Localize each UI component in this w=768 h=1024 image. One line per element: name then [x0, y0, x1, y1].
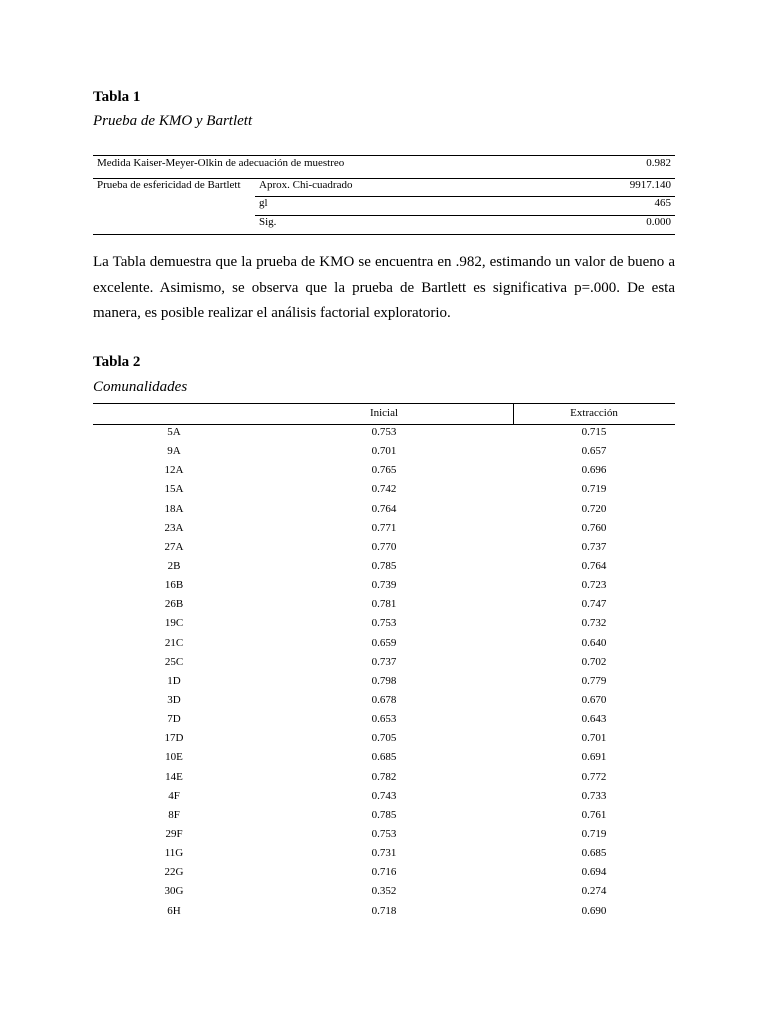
row-extraccion: 0.747: [581, 598, 607, 611]
body-paragraph: La Tabla demuestra que la prueba de KMO se encuentra en .982, estimando un valor de bueno a excelente. Asimismo, se observa que la prueba de Bartlett es significativa p=.000. De esta manera, es posible realizar el análisis factorial exploratorio.: [93, 254, 675, 321]
row-item: 14E: [165, 770, 183, 783]
row-item: 17D: [164, 732, 184, 745]
table-row: [93, 769, 675, 788]
table-row: [93, 539, 675, 558]
row-inicial: 0.705: [371, 732, 397, 745]
table-row: [93, 443, 675, 462]
table-row: [93, 730, 675, 749]
row-extraccion: 0.732: [581, 617, 607, 630]
row-item: 15A: [164, 483, 184, 496]
row-item: 7D: [167, 713, 181, 726]
row-inicial: 0.737: [371, 655, 397, 668]
row-item: 4F: [168, 789, 180, 802]
row-item: 16B: [164, 579, 184, 592]
table-row: [93, 654, 675, 673]
row-item: 21C: [164, 636, 184, 649]
row-item: 8F: [168, 808, 180, 821]
row-item: 2B: [167, 559, 181, 572]
row-extraccion: 0.702: [581, 655, 607, 668]
row-extraccion: 0.779: [581, 674, 607, 687]
row-item: 1D: [167, 674, 181, 687]
row-item: 10E: [165, 751, 183, 764]
row-extraccion: 0.764: [581, 559, 607, 572]
table-row: [93, 673, 675, 692]
row-item: 19C: [164, 617, 184, 630]
row-item: 23A: [164, 521, 184, 534]
table-row: [93, 424, 675, 443]
bartlett-row-label: Aprox. Chi-cuadrado: [259, 179, 353, 191]
row-extraccion: 0.694: [581, 866, 607, 879]
row-extraccion: 0.670: [581, 693, 607, 706]
table-rule: [255, 215, 675, 216]
header-extraccion: Extracción: [570, 407, 618, 419]
row-item: 25C: [164, 655, 184, 668]
row-inicial: 0.678: [371, 693, 397, 706]
row-extraccion: 0.691: [581, 751, 607, 764]
row-extraccion: 0.761: [581, 808, 607, 821]
table1-number: Tabla 1: [93, 89, 141, 105]
bartlett-row-value: 0.000: [646, 216, 671, 228]
row-inicial: 0.731: [371, 847, 397, 860]
row-extraccion: 0.772: [581, 770, 607, 783]
row-item: 27A: [164, 540, 184, 553]
row-item: 11G: [164, 847, 184, 860]
bartlett-row-value: 9917.140: [629, 179, 671, 191]
row-extraccion: 0.723: [581, 579, 607, 592]
table2-number: Tabla 2: [93, 354, 141, 370]
row-extraccion: 0.640: [581, 636, 607, 649]
row-item: 9A: [167, 445, 181, 458]
row-item: 26B: [164, 598, 184, 611]
row-inicial: 0.653: [371, 713, 397, 726]
row-item: 30G: [164, 885, 184, 898]
row-extraccion: 0.690: [581, 904, 607, 917]
table-header: [93, 403, 675, 425]
table-rule: [93, 234, 675, 235]
row-extraccion: 0.643: [581, 713, 607, 726]
table-body: [93, 424, 675, 922]
table-row: [93, 520, 675, 539]
row-extraccion: 0.737: [581, 540, 607, 553]
table-row: [93, 826, 675, 845]
row-extraccion: 0.274: [581, 885, 607, 898]
row-item: 5A: [167, 426, 181, 438]
table-row: [93, 481, 675, 500]
row-inicial: 0.753: [371, 827, 397, 840]
table-row: [93, 635, 675, 654]
row-inicial: 0.685: [371, 751, 397, 764]
row-extraccion: 0.701: [581, 732, 607, 745]
row-extraccion: 0.719: [581, 827, 607, 840]
table-row: [93, 711, 675, 730]
bartlett-row-value: 465: [654, 197, 671, 209]
row-inicial: 0.352: [371, 885, 397, 898]
table-row: [93, 615, 675, 634]
table2-title: Comunalidades: [93, 379, 188, 395]
row-extraccion: 0.685: [581, 847, 607, 860]
row-item: 18A: [164, 502, 184, 515]
table-row: [93, 692, 675, 711]
row-inicial: 0.764: [371, 502, 397, 515]
table-row: [93, 462, 675, 481]
row-item: 22G: [164, 866, 184, 879]
row-extraccion: 0.733: [581, 789, 607, 802]
row-inicial: 0.782: [371, 770, 397, 783]
table-row: [93, 577, 675, 596]
table-row: [93, 903, 675, 922]
row-inicial: 0.701: [371, 445, 397, 458]
row-inicial: 0.770: [371, 540, 397, 553]
row-inicial: 0.771: [371, 521, 397, 534]
bartlett-row-label: Sig.: [259, 216, 277, 228]
row-item: 12A: [164, 464, 184, 477]
bartlett-label: Prueba de esfericidad de Bartlett: [97, 179, 241, 191]
row-item: 3D: [167, 693, 181, 706]
header-inicial: Inicial: [369, 407, 399, 419]
row-item: 29F: [165, 827, 183, 840]
table-row: [93, 883, 675, 902]
table1-title: Prueba de KMO y Bartlett: [93, 113, 253, 129]
table-row: [93, 788, 675, 807]
kmo-value: 0.982: [646, 157, 671, 169]
kmo-label: Medida Kaiser-Meyer-Olkin de adecuación de muestreo: [97, 157, 345, 169]
table-row: [93, 596, 675, 615]
row-extraccion: 0.720: [581, 502, 607, 515]
row-inicial: 0.659: [371, 636, 397, 649]
row-extraccion: 0.719: [581, 483, 607, 496]
row-inicial: 0.742: [371, 483, 397, 496]
row-inicial: 0.739: [371, 579, 397, 592]
row-extraccion: 0.696: [581, 464, 607, 477]
bartlett-row-label: gl: [259, 197, 268, 209]
table-row: [93, 864, 675, 883]
row-extraccion: 0.760: [581, 521, 607, 534]
row-inicial: 0.753: [371, 426, 397, 438]
row-extraccion: 0.715: [581, 426, 607, 438]
table-row: [93, 845, 675, 864]
row-item: 6H: [167, 904, 181, 917]
table-rule: [255, 196, 675, 197]
row-inicial: 0.753: [371, 617, 397, 630]
row-inicial: 0.785: [371, 559, 397, 572]
row-inicial: 0.765: [371, 464, 397, 477]
row-inicial: 0.743: [371, 789, 397, 802]
table-row: [93, 558, 675, 577]
row-inicial: 0.785: [371, 808, 397, 821]
row-extraccion: 0.657: [581, 445, 607, 458]
row-inicial: 0.798: [371, 674, 397, 687]
table-row: [93, 501, 675, 520]
row-inicial: 0.716: [371, 866, 397, 879]
table-row: [93, 807, 675, 826]
table-row: [93, 749, 675, 768]
row-inicial: 0.781: [371, 598, 397, 611]
row-inicial: 0.718: [371, 904, 397, 917]
